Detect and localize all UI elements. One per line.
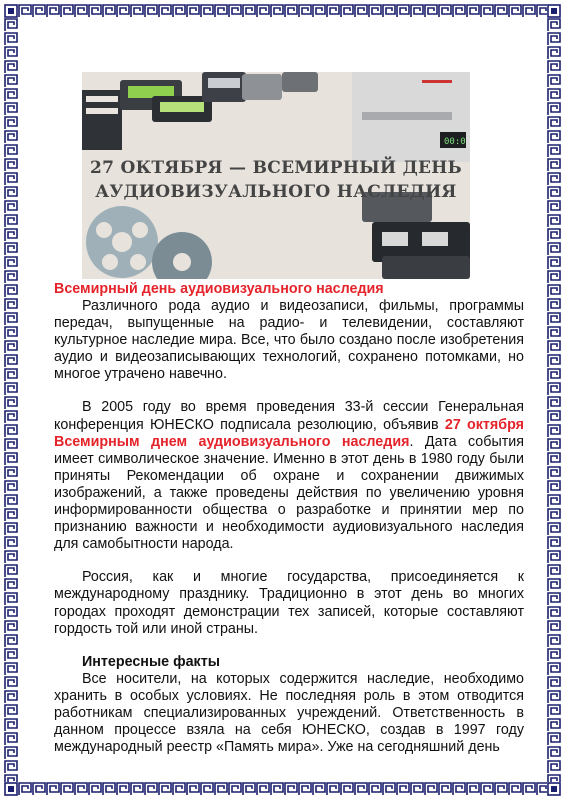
corner-ornament: [547, 782, 561, 796]
cassette-tape-icon: [120, 72, 246, 122]
highlighted-date: 27 октября Всемирным днем аудиовизуального наследия: [54, 416, 524, 450]
paragraph-facts: Все носители, на которых содержится наследие, необходимо хранить в особых условиях. Не последняя роль в этом отводится работникам специализированных учреждений. Ответственность в данном процессе взяла на себя ЮНЕСКО, создав в 1997 году международный реестр «Память мира». Уже на сегодняшний день: [54, 670, 524, 756]
vcr-clock: 00:0: [444, 137, 466, 147]
corner-ornament: [547, 4, 561, 18]
paragraph-unesco: [54, 399, 524, 553]
film-reel-icon: [86, 206, 212, 279]
paragraph-unesco-end: . Дата события имеет символическое значение. Именно в этот день в 1980 году были приняты Рекомендации об охране и сохранении движимых изображений, а также проведены действия по увеличению уровня информированности общества о разработке и принятии мер по признанию важности и необходимости аудиовизуального наследия для самобытности народа.: [54, 433, 524, 553]
corner-ornament: [4, 782, 18, 796]
video-recorder-icon: [352, 72, 470, 162]
hero-illustration: [82, 72, 470, 279]
meander-border-top: [18, 4, 547, 18]
paragraph-intro: Различного рода аудио и видеозаписи, фильмы, программы передач, выпущенные на радио- и телевидении, составляют культурное наследие мира. Все, что было создано после изобретения аудио и видеозаписывающих технологий, сохранено потомками, но многое утрачено навечно.: [54, 298, 524, 383]
meander-border-left: [4, 18, 18, 782]
article-title: Всемирный день аудиовизуального наследия: [54, 281, 384, 297]
section-heading: Интересные факты: [82, 653, 220, 670]
vhs-cassette-icon: [362, 192, 470, 279]
banner-line-2: АУДИОВИЗУАЛЬНОГО НАСЛЕДИЯ: [95, 182, 457, 202]
corner-ornament: [4, 4, 18, 18]
meander-border-bottom: [18, 782, 547, 796]
paragraph-russia: Россия, как и многие государства, присоединяется к международному празднику. Традиционно в этот день во многих городах проходят демонстрации тех записей, которые составляют гордость той или иной страны.: [54, 569, 524, 637]
meander-border-right: [547, 18, 561, 782]
banner-line-1: 27 ОКТЯБРЯ — ВСЕМИРНЫЙ ДЕНЬ: [90, 158, 462, 178]
article-body: [54, 281, 524, 756]
paragraph-unesco-start: В 2005 году во время проведения 33-й сессии Генеральная конференция ЮНЕСКО подписала резолюцию, объявив: [54, 399, 524, 433]
clapperboard-icon: [82, 90, 122, 150]
banner-headline: [82, 156, 470, 204]
